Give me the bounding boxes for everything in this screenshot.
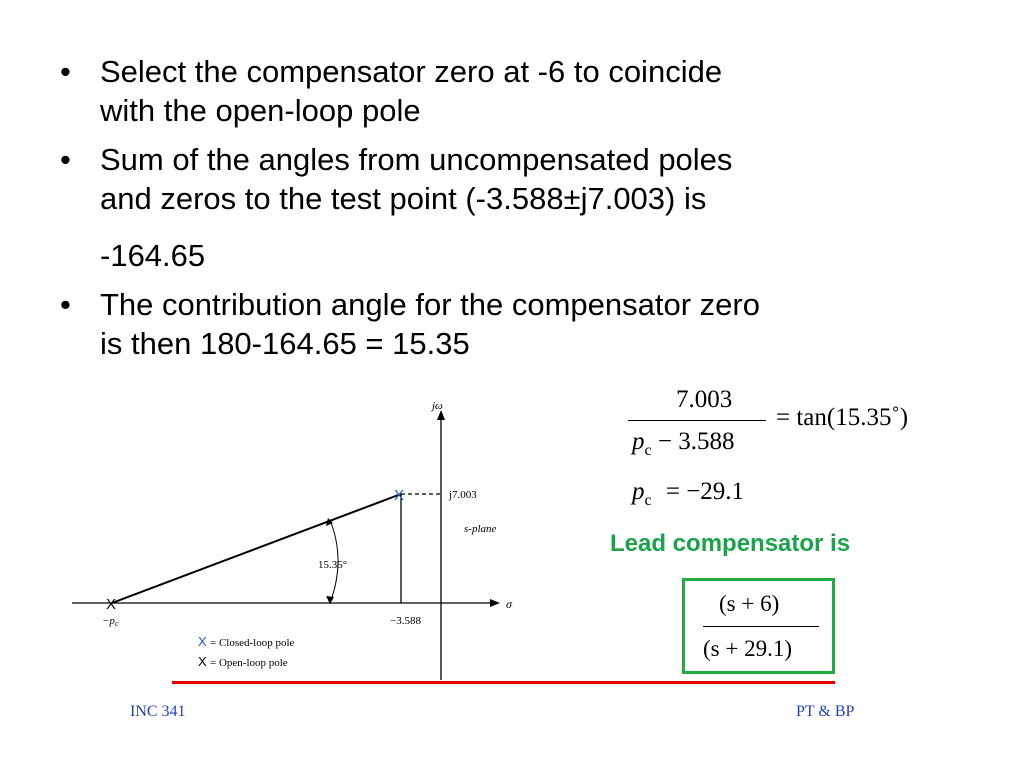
s-plane-diagram xyxy=(60,390,540,680)
bullet-1-line-2: with the open-loop pole xyxy=(100,93,421,128)
denominator-rest: − 3.588 xyxy=(657,428,735,455)
bullet-2-line-3: -164.65 xyxy=(100,238,206,273)
lead-compensator-title: Lead compensator is xyxy=(610,530,851,557)
pc-symbol: p xyxy=(632,428,645,455)
bullet-1-line-1: Select the compensator zero at -6 to coincide xyxy=(100,54,723,89)
x-value-label: −3.588 xyxy=(390,615,421,627)
equation-rhs: = tan(15.35˚) xyxy=(776,404,909,431)
equation-numerator: 7.003 xyxy=(676,386,733,413)
bullet-item-2 xyxy=(60,140,980,275)
equation-result xyxy=(632,478,744,510)
footer-right: PT & BP xyxy=(796,703,855,720)
bullet-2-line-2: and zeros to the test point (-3.588±j7.003) is xyxy=(100,181,707,216)
jw-label: jω xyxy=(432,400,443,412)
tf-numerator: (s + 6) xyxy=(719,591,780,616)
bullet-glyph: • xyxy=(60,287,71,322)
pc-axis-label-sub: c xyxy=(114,619,119,628)
sigma-arrowhead xyxy=(490,599,500,607)
equation-denominator xyxy=(632,428,734,460)
s-plane-label: s-plane xyxy=(464,523,497,535)
bullet-item-3 xyxy=(60,285,980,363)
legend-closed-label: = Closed-loop pole xyxy=(210,637,295,649)
sigma-label: σ xyxy=(506,597,512,611)
footer-left: INC 341 xyxy=(130,703,186,720)
result-pc-subscript: c xyxy=(644,492,652,509)
legend-open-label: = Open-loop pole xyxy=(210,657,288,669)
j-value-label: j7.003 xyxy=(449,489,477,501)
bullet-glyph: • xyxy=(60,142,71,177)
legend-closed-marker: X xyxy=(198,634,207,649)
pc-subscript: c xyxy=(644,442,652,459)
angle-label: 15.35° xyxy=(318,559,348,571)
result-pc-symbol: p xyxy=(632,478,645,505)
footer-divider xyxy=(172,681,835,684)
fraction-bar xyxy=(628,420,766,421)
pc-axis-label xyxy=(102,615,119,628)
bullet-item-1 xyxy=(60,52,980,130)
legend-open-marker: X xyxy=(198,654,207,669)
tf-denominator: (s + 29.1) xyxy=(703,636,792,661)
bullet-list xyxy=(60,52,980,373)
transfer-function-box xyxy=(682,578,835,674)
result-rhs: = −29.1 xyxy=(665,478,745,505)
tf-fraction-bar xyxy=(703,626,819,627)
pc-axis-label-text: −p xyxy=(102,615,115,627)
open-loop-pole-marker: X xyxy=(106,596,117,613)
bullet-3-line-1: The contribution angle for the compensator zero xyxy=(100,287,760,322)
angle-line xyxy=(112,494,401,603)
bullet-glyph: • xyxy=(60,54,71,89)
bullet-3-line-2: is then 180-164.65 = 15.35 xyxy=(100,326,470,361)
bullet-2-line-1: Sum of the angles from uncompensated poles xyxy=(100,142,733,177)
closed-loop-pole-marker: X xyxy=(394,487,405,504)
